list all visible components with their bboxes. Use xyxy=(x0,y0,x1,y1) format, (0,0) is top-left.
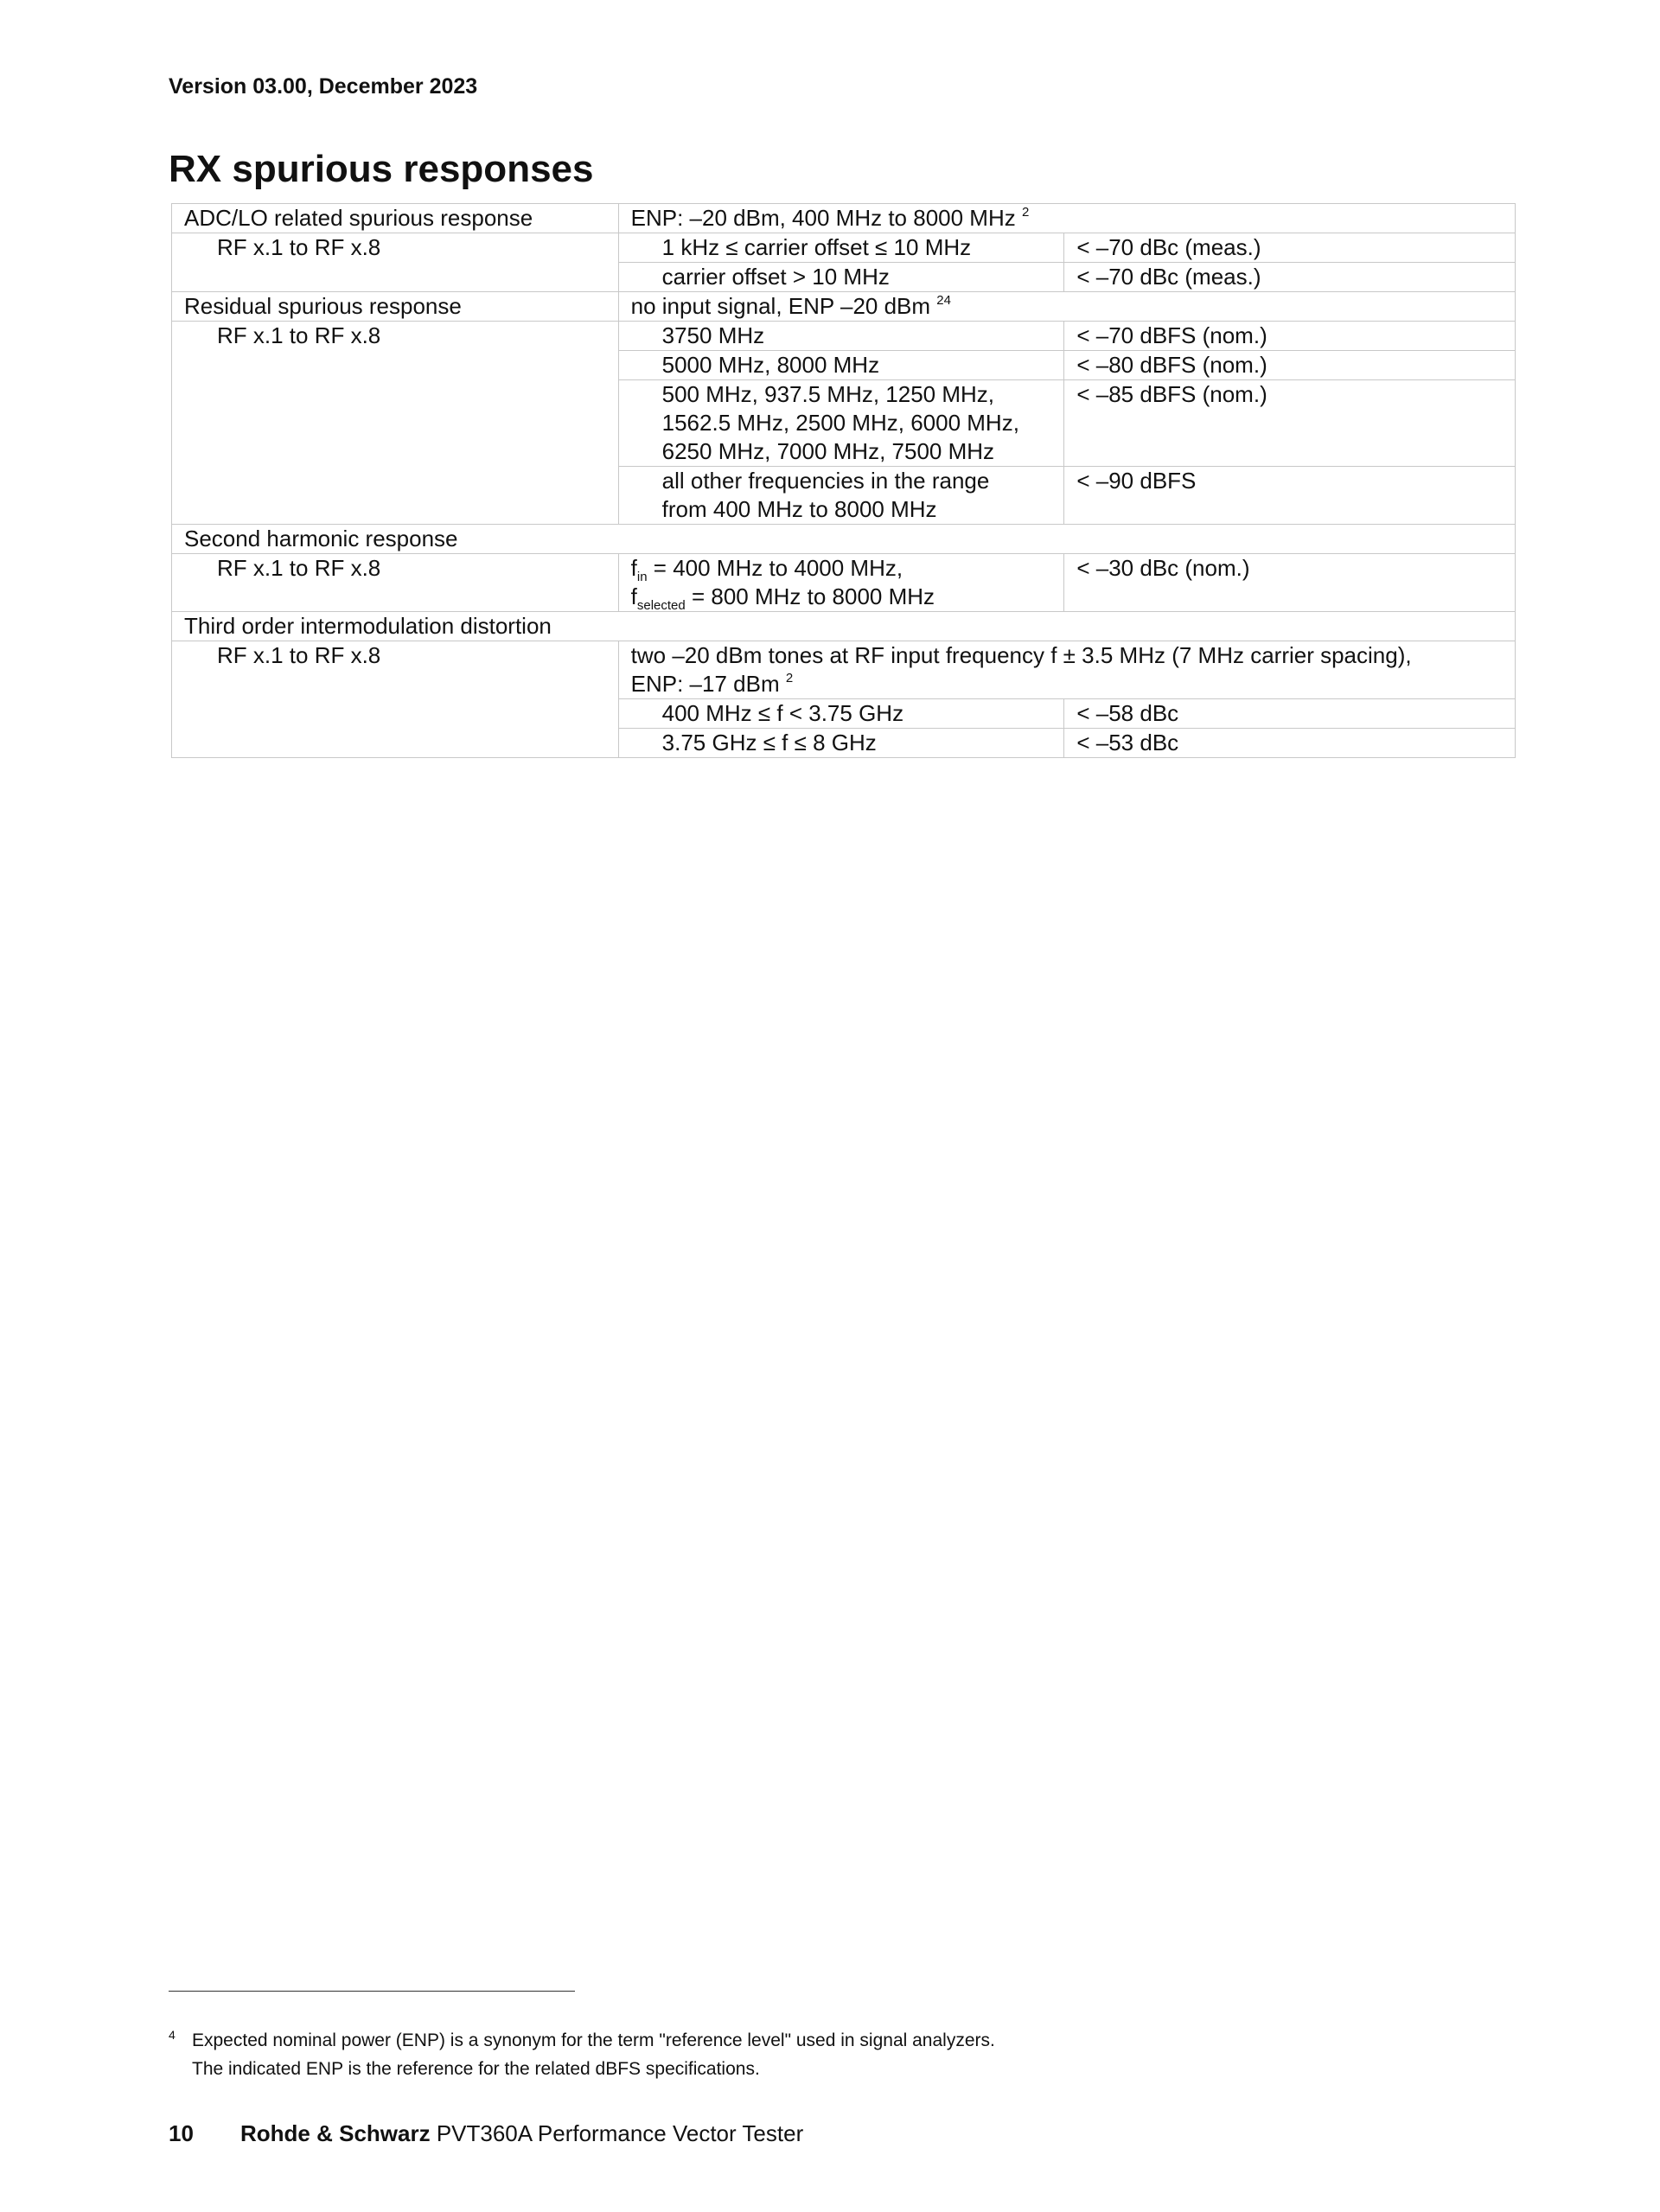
page-number: 10 xyxy=(169,2120,194,2146)
param-label: Residual spurious response xyxy=(172,292,619,322)
footnote-divider xyxy=(169,1991,575,1992)
section-title: RX spurious responses xyxy=(169,148,594,190)
condition-cell: $f_{in} = 400$ MHz to 4000 MHz, $f_{selected} = 800$ MHz to 8000 MHz xyxy=(618,554,1064,612)
value-cell: < –53 dBc xyxy=(1064,729,1516,758)
condition-cell: no input signal, ENP –20 dBm $^{24}$ xyxy=(618,292,1515,322)
value-cell: < –30 dBc (nom.) xyxy=(1064,554,1516,612)
value-cell: < –70 dBc (meas.) xyxy=(1064,233,1516,263)
condition-cell: two –20 dBm tones at RF input frequency f ± 3.5 MHz (7 MHz carrier spacing), ENP: –17 dBm $^2$ xyxy=(618,641,1515,699)
condition-cell: 5000 MHz, 8000 MHz xyxy=(618,351,1064,380)
sub-param-label: RF x.1 to RF x.8 xyxy=(172,641,619,758)
value-cell: < –70 dBFS (nom.) xyxy=(1064,322,1516,351)
value-cell: < –80 dBFS (nom.) xyxy=(1064,351,1516,380)
footnote-line: Expected nominal power (ENP) is a synonym for the term "reference level" used in signal analyzers. xyxy=(192,2030,995,2050)
sub-param-label: RF x.1 to RF x.8 xyxy=(172,322,619,525)
condition-cell: all other frequencies in the range from 400 MHz to 8000 MHz xyxy=(618,467,1064,525)
footnote-ref[interactable]: 2 xyxy=(1021,205,1030,220)
table-row xyxy=(172,554,1516,612)
rx-spurious-table xyxy=(171,203,1516,758)
condition-cell: 3750 MHz xyxy=(618,322,1064,351)
condition-cell: 400 MHz ≤ f < 3.75 GHz xyxy=(618,699,1064,729)
footnote xyxy=(169,2026,995,2083)
table-row xyxy=(172,641,1516,699)
condition-cell: 1 kHz ≤ carrier offset ≤ 10 MHz xyxy=(618,233,1064,263)
table-row xyxy=(172,612,1516,641)
product-name: PVT360A Performance Vector Tester xyxy=(430,2120,804,2146)
condition-cell: ENP: –20 dBm, 400 MHz to 8000 MHz $^2$ xyxy=(618,204,1515,233)
footnote-mark: 4 xyxy=(169,2028,176,2042)
brand-name: Rohde & Schwarz xyxy=(240,2120,431,2146)
table-row xyxy=(172,322,1516,351)
table-row xyxy=(172,292,1516,322)
condition-cell: 3.75 GHz ≤ f ≤ 8 GHz xyxy=(618,729,1064,758)
value-cell: < –58 dBc xyxy=(1064,699,1516,729)
table-row xyxy=(172,204,1516,233)
table-row xyxy=(172,525,1516,554)
sub-param-label: RF x.1 to RF x.8 xyxy=(172,554,619,612)
param-label: Third order intermodulation distortion xyxy=(172,612,1516,641)
version-label: Version 03.00, December 2023 xyxy=(169,74,478,99)
value-cell: < –90 dBFS xyxy=(1064,467,1516,525)
page-footer xyxy=(169,2120,803,2147)
param-label: ADC/LO related spurious response xyxy=(172,204,619,233)
footnote-ref[interactable]: 24 xyxy=(936,293,951,308)
footnote-ref[interactable]: 2 xyxy=(785,671,794,685)
condition-cell: 500 MHz, 937.5 MHz, 1250 MHz, 1562.5 MHz, 2500 MHz, 6000 MHz, 6250 MHz, 7000 MHz, 7500 MHz xyxy=(618,380,1064,467)
value-cell: < –70 dBc (meas.) xyxy=(1064,263,1516,292)
param-label: Second harmonic response xyxy=(172,525,1516,554)
value-cell: < –85 dBFS (nom.) xyxy=(1064,380,1516,467)
table-row xyxy=(172,233,1516,263)
condition-cell: carrier offset > 10 MHz xyxy=(618,263,1064,292)
footnote-line: The indicated ENP is the reference for the related dBFS specifications. xyxy=(192,2059,760,2079)
sub-param-label: RF x.1 to RF x.8 xyxy=(172,233,619,292)
